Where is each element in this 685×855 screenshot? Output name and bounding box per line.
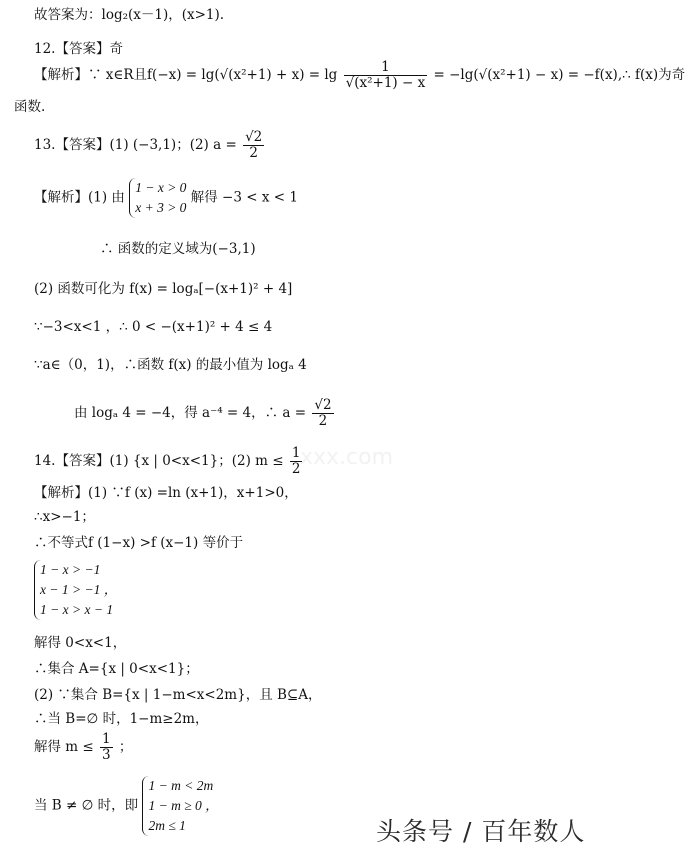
line-analysis-12 — [34, 60, 685, 91]
inequality-system-14 — [34, 560, 117, 620]
fraction-denominator: 2 — [249, 145, 258, 161]
system-row: 1 − x > −1 — [40, 562, 101, 577]
line-range: ∵−3<x<1 ，∴ 0 < −(x+1)² + 4 ≤ 4 — [34, 319, 273, 335]
line-system-14 — [34, 560, 117, 620]
fraction-numerator: √2 — [245, 129, 263, 145]
system-row: 1 − x > x − 1 — [40, 602, 114, 617]
solve-a-text: 由 logₐ 4 = −4，得 a⁻⁴ = 4，∴ a = — [74, 405, 307, 421]
inequality-system-13 — [129, 178, 186, 218]
fraction-denominator: 3 — [102, 747, 111, 763]
system-row: 1 − m < 2m — [148, 778, 214, 793]
answer-13-text: 13.【答案】(1) (−3,1)；(2) a = — [34, 137, 237, 153]
line-answer-12: 12.【答案】奇 — [34, 41, 123, 57]
system-row: 1 − x > 0 — [135, 180, 187, 195]
fraction-numerator: 1 — [344, 60, 428, 76]
line-domain: ∴ 函数的定义域为(−3,1) — [100, 241, 256, 257]
analysis-12-right: = −lg(√(x²+1) − x) = −f(x),∴ f(x)为奇 — [433, 67, 685, 83]
line-set-b: (2) ∵集合 B={x | 1−m<x<2m}，且 B⊆A， — [34, 687, 322, 703]
m-bound-text: 解得 m ≤ — [34, 739, 94, 755]
system-row: x − 1 > −1 ， — [40, 582, 118, 597]
line-analysis-14: 【解析】(1) ∵f (x) =ln (x+1)，x+1>0， — [34, 485, 298, 501]
fraction-1-over-root — [344, 60, 428, 91]
line-answer-11: 故答案为：log₂(x－1)，(x>1). — [34, 7, 225, 23]
line-analysis-13 — [34, 178, 298, 218]
fraction-root2-over-2 — [312, 398, 333, 429]
fraction-numerator: 1 — [291, 445, 301, 461]
system-row: 2m ≤ 1 — [148, 818, 186, 833]
line-set-a: ∴集合 A={x | 0<x<1}； — [34, 661, 199, 677]
fraction-root2-over-2 — [243, 130, 264, 161]
fraction-numerator: 1 — [102, 731, 111, 747]
line-solve-a — [74, 398, 336, 429]
line-conclusion-12: 函数. — [14, 99, 46, 115]
analysis-13-solution: 解得 −3 < x < 1 — [190, 189, 298, 206]
source-watermark: 头条号 / 百年数人 — [376, 817, 586, 846]
m-bound-end: ； — [118, 739, 133, 755]
analysis-12-left: 【解析】∵ x∈R且f(−x) = lg(√(x²+1) + x) = lg — [34, 67, 338, 83]
fraction-1-over-3 — [100, 732, 113, 763]
line-b-empty: ∴当 B=∅ 时，1−m≥2m， — [34, 711, 209, 727]
line-b-nonempty — [34, 776, 219, 836]
line-equivalent: ∴不等式f (1−x) >f (x−1) 等价于 — [34, 535, 244, 551]
line-answer-13 — [34, 130, 266, 161]
line-solution-x: 解得 0<x<1， — [34, 635, 127, 651]
line-m-bound — [34, 732, 132, 763]
fraction-denominator: 2 — [318, 413, 328, 429]
fraction-denominator: 2 — [291, 461, 301, 477]
analysis-13-lead: 【解析】(1) 由 — [34, 189, 125, 206]
system-row: 1 − m ≥ 0 ， — [148, 798, 219, 813]
fraction-denominator: √(x²+1) − x — [345, 75, 426, 91]
faint-watermark: xxx.com — [300, 445, 394, 470]
line-minimum: ∵a∈（0，1)，∴函数 f(x) 的最小值为 logₐ 4 — [34, 357, 307, 373]
system-row: x + 3 > 0 — [135, 200, 187, 215]
line-x-gt-neg1: ∴x>−1； — [34, 509, 95, 525]
fraction-numerator: √2 — [314, 397, 332, 413]
line-rewrite: (2) 函数可化为 f(x) = logₐ[−(x+1)² + 4] — [34, 281, 293, 297]
answer-14-text: 14.【答案】(1) {x | 0<x<1}；(2) m ≤ — [34, 453, 284, 469]
b-nonempty-lead: 当 B ≠ ∅ 时，即 — [34, 797, 139, 814]
line-answer-14 — [34, 446, 304, 477]
inequality-system-m — [142, 776, 218, 836]
